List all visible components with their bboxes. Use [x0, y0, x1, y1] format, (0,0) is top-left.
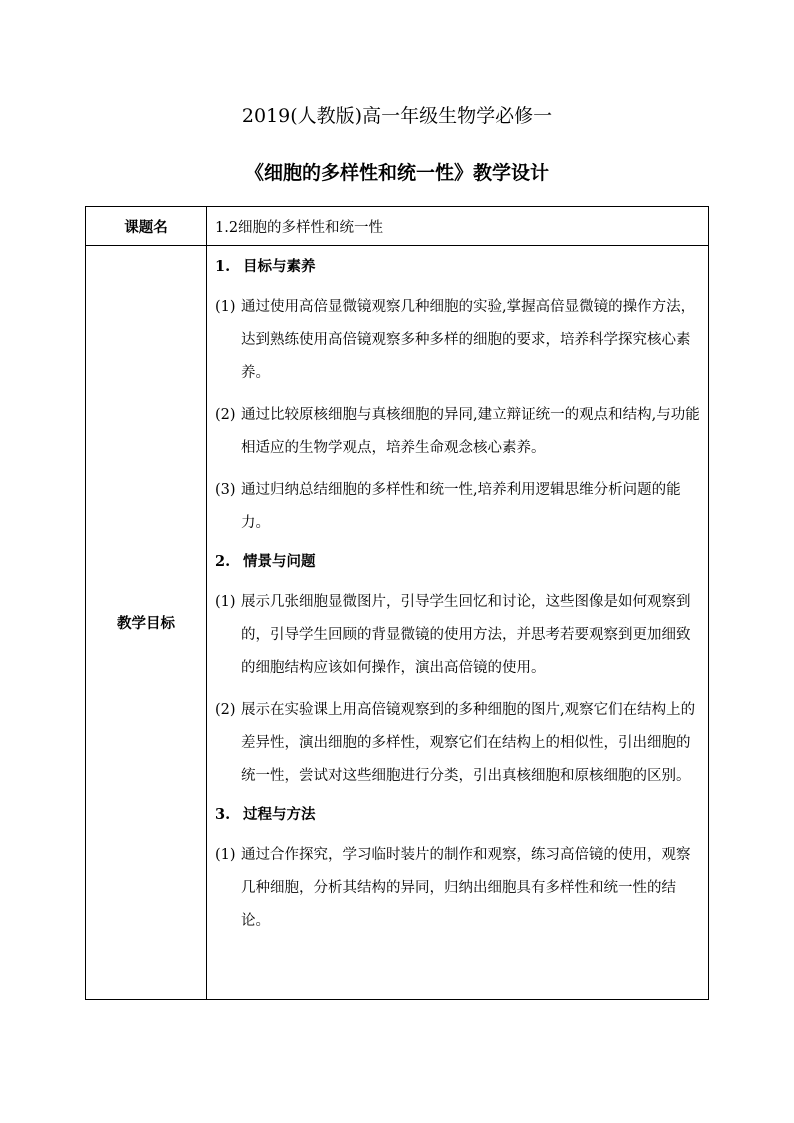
item-number: (2) [215, 407, 236, 423]
objective-item [215, 694, 704, 793]
item-number: (1) [215, 847, 236, 863]
objective-item [215, 586, 704, 685]
item-number: (3) [215, 482, 236, 498]
item-number: (2) [215, 702, 236, 718]
item-text: 展示在实验课上用高倍镜观察到的多种细胞的图片,观察它们在结构上的差异性，演出细胞的多样性，观察它们在结构上的相似性，引出细胞的统一性，尝试对这些细胞进行分类，引出真核细胞和原核细胞的区别。 [241, 702, 696, 784]
item-text: 通过使用高倍显微镜观察几种细胞的实验,掌握高倍显微镜的操作方法，达到熟练使用高倍镜观察多种多样的细胞的要求，培养科学探究核心素养。 [241, 299, 696, 381]
section-title: 情景与问题 [243, 553, 316, 570]
section-heading [215, 254, 704, 280]
item-text: 展示几张细胞显微图片，引导学生回忆和讨论，这些图像是如何观察到的，引导学生回顾的背显微镜的使用方法，并思考若要观察到更加细致的细胞结构应该如何操作，演出高倍镜的使用。 [241, 594, 691, 676]
section-goals [215, 254, 704, 540]
objective-item [215, 291, 704, 390]
topic-row [86, 207, 709, 246]
objectives-content [207, 246, 709, 1000]
section-title: 目标与素养 [243, 258, 316, 275]
objective-item [215, 399, 704, 465]
item-number: (1) [215, 299, 236, 315]
section-heading [215, 549, 704, 575]
item-number: (1) [215, 594, 236, 610]
item-text: 通过归纳总结细胞的多样性和统一性,培养利用逻辑思维分析问题的能力。 [241, 482, 681, 531]
lesson-plan-table [85, 206, 709, 1000]
section-number: 2. [215, 553, 231, 570]
objectives-row [86, 246, 709, 1000]
section-heading [215, 802, 704, 828]
document-title: 2019(人教版)高一年级生物学必修一 [241, 105, 553, 127]
objective-item [215, 839, 704, 938]
topic-label: 课题名 [86, 207, 207, 246]
item-text: 通过比较原核细胞与真核细胞的异同,建立辩证统一的观点和结构,与功能相适应的生物学观点，培养生命观念核心素养。 [241, 407, 700, 456]
topic-value: 1.2细胞的多样性和统一性 [207, 207, 709, 246]
objective-item [215, 474, 704, 540]
objectives-label: 教学目标 [86, 246, 207, 1000]
section-scenarios [215, 549, 704, 793]
section-number: 3. [215, 806, 231, 823]
section-methods [215, 802, 704, 938]
section-title: 过程与方法 [243, 806, 316, 823]
section-number: 1. [215, 258, 231, 275]
document-subtitle: 《细胞的多样性和统一性》教学设计 [244, 162, 549, 184]
item-text: 通过合作探究，学习临时装片的制作和观察，练习高倍镜的使用，观察几种细胞，分析其结构的异同，归纳出细胞具有多样性和统一性的结论。 [241, 847, 691, 929]
